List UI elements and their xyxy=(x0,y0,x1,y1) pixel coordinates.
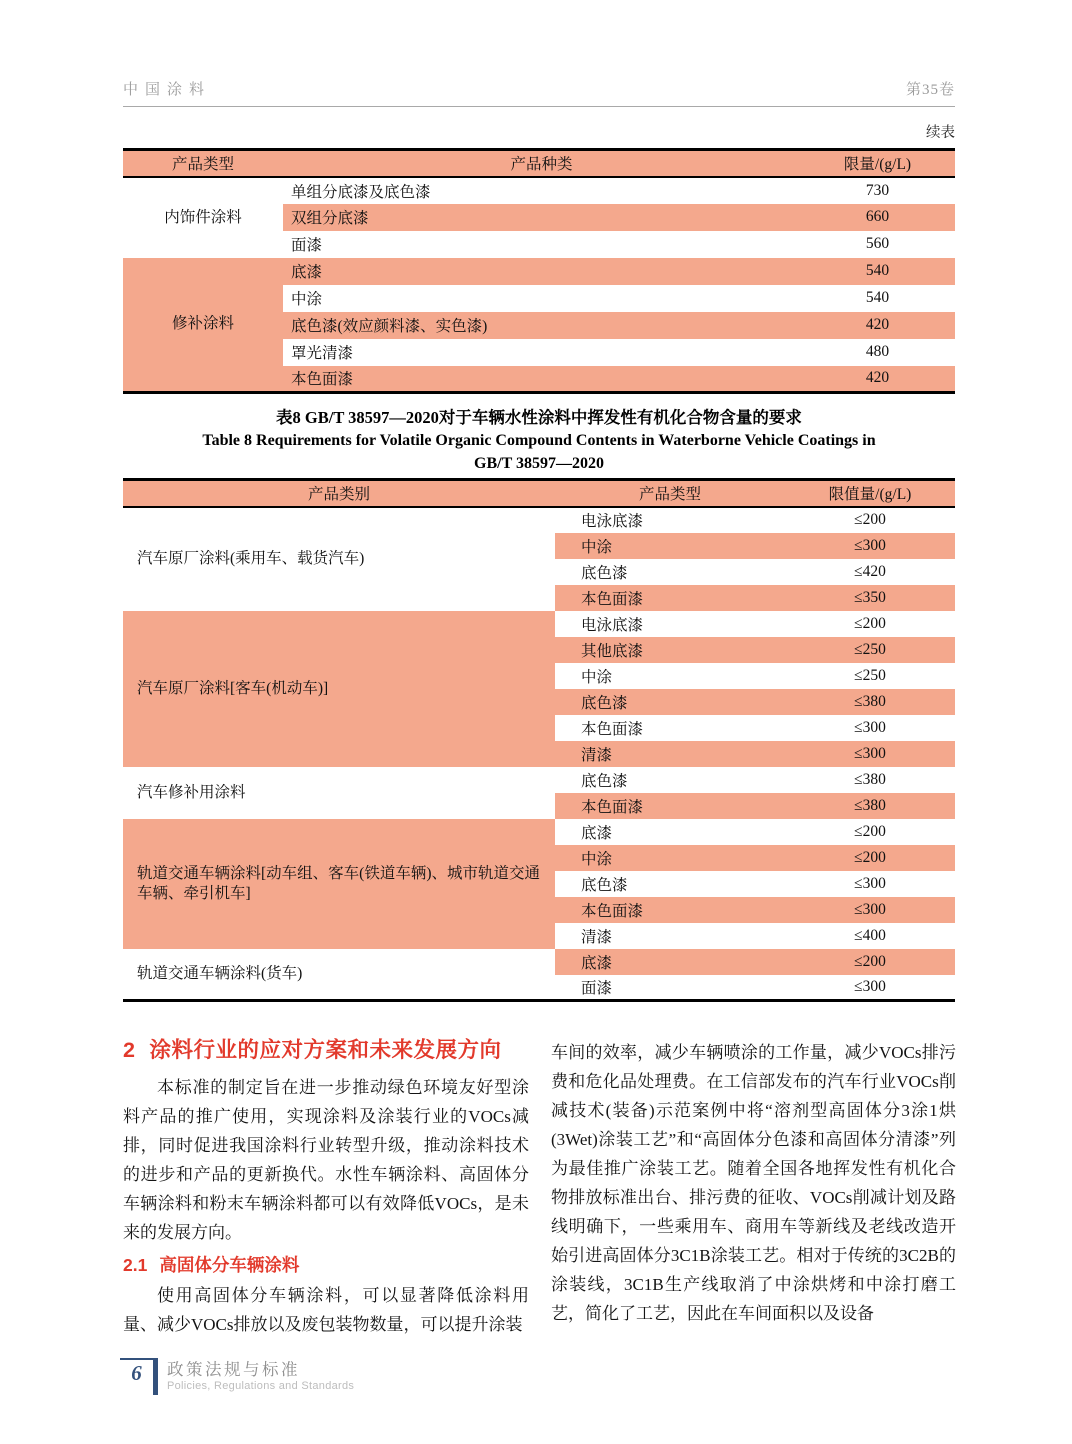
table8-caption xyxy=(123,406,955,475)
limit-value-cell: ≤200 xyxy=(854,822,886,840)
product-type-cell: 底色漆 xyxy=(555,689,785,715)
limit-value-cell: 420 xyxy=(800,366,955,393)
right-column-paragraph: 车间的效率，减少车辆喷涂的工作量，减少VOCs排污费和危化品处理费。在工信部发布的汽车行业VOCs削减技术(装备)示范案例中将“溶剂型高固体分3涂1烘(3Wet)涂装工艺”和“高固体分色漆和高固体分清漆”列为最佳推广涂装工艺。随着全国各地挥发性有机化合物排放标准出台、排污费的征收、VOCs削减计划及路线明确下，一些乘用车、商用车等新线及老线改造开始引进高固体分3C1B涂装工艺。相对于传统的3C2B的涂装线，3C1B生产线取消了中涂烘烤和中涂打磨工艺，简化了工艺，因此在车间面积以及设备 xyxy=(551,1043,956,1323)
column-header: 产品类型 xyxy=(123,150,283,177)
limit-value-cell: ≤200 xyxy=(854,511,886,528)
limit-value-cell: ≤380 xyxy=(785,793,955,819)
limit-value-cell: 660 xyxy=(800,204,955,231)
product-type-cell: 底漆 xyxy=(581,824,613,842)
table8-caption-cn: 表8 GB/T 38597—2020对于车辆水性涂料中挥发性有机化合物含量的要求 xyxy=(276,408,802,427)
limit-value-cell: ≤300 xyxy=(785,897,955,923)
product-category-cell: 轨道交通车辆涂料(货车) xyxy=(137,964,303,982)
product-type-cell: 面漆 xyxy=(291,237,323,254)
limit-value-cell: ≤400 xyxy=(854,926,886,944)
product-type-cell: 底色漆 xyxy=(581,564,628,582)
page-footer xyxy=(120,1358,354,1395)
product-type-cell: 其他底漆 xyxy=(555,637,785,663)
limit-value-cell: ≤300 xyxy=(785,533,955,559)
table-row xyxy=(123,177,955,204)
product-type-cell: 本色面漆 xyxy=(555,793,785,819)
column-header: 产品类别 xyxy=(123,480,555,507)
product-type-cell: 清漆 xyxy=(555,741,785,767)
limit-value-cell: ≤250 xyxy=(854,666,886,684)
product-category-cell: 轨道交通车辆涂料[动车组、客车(铁道车辆)、城市轨道交通车辆、牵引机车] xyxy=(123,819,555,949)
limit-value-cell: 480 xyxy=(865,343,890,360)
footer-section-title-cn: 政策法规与标准 xyxy=(167,1360,300,1379)
product-type-cell: 清漆 xyxy=(581,928,613,946)
product-type-cell: 双组分底漆 xyxy=(283,204,800,231)
product-type-cell: 本色面漆 xyxy=(283,366,800,393)
limit-value-cell: ≤200 xyxy=(785,845,955,871)
table-row xyxy=(123,611,955,637)
limit-value-cell: ≤380 xyxy=(854,770,886,788)
product-type-cell: 中涂 xyxy=(555,533,785,559)
column-header: 产品种类 xyxy=(283,150,800,177)
body-right-column xyxy=(551,1038,956,1328)
page-number: 6 xyxy=(120,1358,153,1386)
table8-caption-en-line2: GB/T 38597—2020 xyxy=(474,455,604,472)
section-2-1-paragraph: 使用高固体分车辆涂料，可以显著降低涂料用量、减少VOCs排放以及废包装物数量，可以提升涂装 xyxy=(123,1286,529,1334)
product-type-cell: 底漆 xyxy=(555,949,785,975)
limit-value-cell: ≤350 xyxy=(785,585,955,611)
product-type-cell: 中涂 xyxy=(555,845,785,871)
product-type-cell: 底色漆 xyxy=(581,772,628,790)
product-type-cell: 中涂 xyxy=(291,291,323,308)
section-2-paragraph-1: 本标准的制定旨在进一步推动绿色环境友好型涂料产品的推广使用，实现涂料及涂装行业的VOCs减排，同时促进我国涂料行业转型升级，推动涂料技术的进步和产品的更新换代。水性车辆涂料、高固体分车辆涂料和粉末车辆涂料都可以有效降低VOCs，是未来的发展方向。 xyxy=(123,1078,529,1242)
table-row xyxy=(123,258,955,285)
section-2-1-heading xyxy=(123,1252,529,1277)
product-type-cell: 本色面漆 xyxy=(581,720,644,738)
footer-divider-bar xyxy=(153,1358,158,1395)
section-2-title: 涂料行业的应对方案和未来发展方向 xyxy=(149,1038,502,1062)
product-category-cell: 修补涂料 xyxy=(123,258,283,393)
limit-value-cell: 730 xyxy=(865,181,890,199)
product-type-cell: 本色面漆 xyxy=(555,585,785,611)
product-category-cell: 汽车修补用涂料 xyxy=(137,783,246,801)
journal-name: 中国涂料 xyxy=(123,82,212,98)
table-row xyxy=(123,949,955,975)
limit-value-cell: ≤300 xyxy=(854,874,886,892)
product-type-cell: 底色漆(效应颜料漆、实色漆) xyxy=(283,312,800,339)
limit-value-cell: ≤300 xyxy=(854,718,886,736)
product-category-cell: 汽车原厂涂料(乘用车、载货汽车) xyxy=(137,550,365,567)
product-type-cell: 面漆 xyxy=(581,979,613,997)
limit-value-cell: ≤200 xyxy=(854,614,886,632)
table8-voc-requirements xyxy=(123,478,955,1002)
limit-value-cell: 420 xyxy=(800,312,955,339)
limit-value-cell: ≤200 xyxy=(785,949,955,975)
column-header: 限量/(g/L) xyxy=(800,150,955,177)
product-category-cell: 汽车原厂涂料[客车(机动车)] xyxy=(123,611,555,767)
table-row xyxy=(123,767,955,793)
product-type-cell: 底漆 xyxy=(283,258,800,285)
continued-table-label: 续表 xyxy=(926,125,955,141)
product-type-cell: 电泳底漆 xyxy=(581,616,644,634)
limit-value-cell: ≤380 xyxy=(785,689,955,715)
limit-value-cell: 560 xyxy=(865,235,890,252)
footer-section-title-en: Policies, Regulations and Standards xyxy=(167,1380,355,1392)
table-row xyxy=(123,507,955,533)
body-left-column xyxy=(123,1033,529,1339)
section-2-number: 2 xyxy=(123,1038,136,1062)
product-type-cell: 中涂 xyxy=(581,668,613,686)
product-type-cell: 罩光清漆 xyxy=(291,345,354,362)
product-type-cell: 电泳底漆 xyxy=(581,513,644,530)
section-2-heading xyxy=(123,1033,529,1064)
footer-section-labels xyxy=(167,1358,354,1394)
limit-value-cell: ≤420 xyxy=(854,562,886,580)
volume-label: 第35卷 xyxy=(905,82,955,98)
product-type-cell: 单组分底漆及底色漆 xyxy=(291,183,431,201)
limit-value-cell: ≤300 xyxy=(854,977,886,995)
table8-caption-en-line1: Table 8 Requirements for Volatile Organic Compound Contents in Waterborne Vehicle Coatings in xyxy=(202,432,876,449)
limit-value-cell: 540 xyxy=(865,289,890,306)
limit-value-cell: ≤300 xyxy=(785,741,955,767)
column-header: 限值量/(g/L) xyxy=(785,480,955,507)
table-row xyxy=(123,819,955,845)
product-category-cell: 内饰件涂料 xyxy=(164,208,242,226)
column-header: 产品类型 xyxy=(555,480,785,507)
voc-limits-table-continued xyxy=(123,148,955,394)
section-2-1-number: 2.1 xyxy=(123,1255,148,1275)
product-type-cell: 底色漆 xyxy=(581,876,628,894)
product-type-cell: 本色面漆 xyxy=(555,897,785,923)
limit-value-cell: ≤250 xyxy=(785,637,955,663)
running-head xyxy=(123,78,955,107)
limit-value-cell: 540 xyxy=(800,258,955,285)
section-2-1-title: 高固体分车辆涂料 xyxy=(159,1255,300,1275)
